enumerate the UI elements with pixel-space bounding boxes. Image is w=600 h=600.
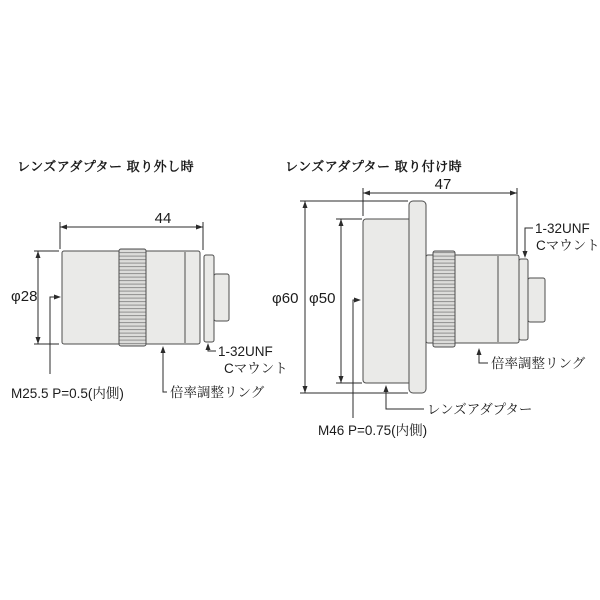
dim-arrow-left [363,191,370,196]
left-view-title: レンズアダプター 取り外し時 [17,159,195,174]
adapter-body [363,219,413,383]
dim-arrow-down [303,386,308,393]
left-length-value: 44 [154,210,172,227]
right-adapter-label: レンズアダプター [427,402,533,417]
leader-arrow [54,295,61,300]
left-diameter-value: φ28 [11,288,38,305]
c-mount-ring [204,255,214,342]
dim-arrow-left [60,225,67,230]
left-ring-label: 倍率調整リング [170,385,265,400]
dim-arrow-down [36,337,41,344]
left-mount-label-line2: Cマウント [224,361,288,376]
c-mount-ring [519,259,528,340]
right-view-title: レンズアダプター 取り付け時 [285,159,463,174]
right-body-diameter-value: φ50 [309,290,336,307]
c-mount-thread [528,278,545,322]
adapter-flange [409,201,426,393]
leader-line [353,300,355,418]
right-flange-diameter-value: φ60 [272,290,299,307]
dim-arrow-right [510,191,517,196]
knurled-grip-ring [119,249,146,346]
right-length-value: 47 [434,176,452,193]
right-ring-callout [477,348,586,371]
leader-line [50,297,57,374]
leader-line [163,351,167,392]
right-mount-label-line2: Cマウント [536,238,600,253]
left-thread-label: M25.5 P=0.5(内側) [11,386,124,401]
right-thread-label: M46 P=0.75(内側) [318,423,428,438]
dim-arrow-up [303,201,308,208]
dim-arrow-up [36,251,41,258]
right-view [272,159,600,438]
c-mount-thread [214,274,229,321]
left-mount-callout [206,343,288,376]
left-mount-label-line1: 1-32UNF [218,344,273,359]
dim-arrow-right [196,225,203,230]
left-view [11,159,288,401]
knurled-grip-ring [433,251,455,347]
left-dimension-length [60,210,203,250]
dim-arrow-up [339,219,344,226]
right-ring-label: 倍率調整リング [491,356,586,371]
right-adapter-callout [384,385,533,417]
leader-line [525,228,533,253]
dim-arrow-down [339,376,344,383]
leader-arrow [354,298,361,303]
right-mount-callout [523,221,600,258]
right-mount-label-line1: 1-32UNF [535,221,590,236]
